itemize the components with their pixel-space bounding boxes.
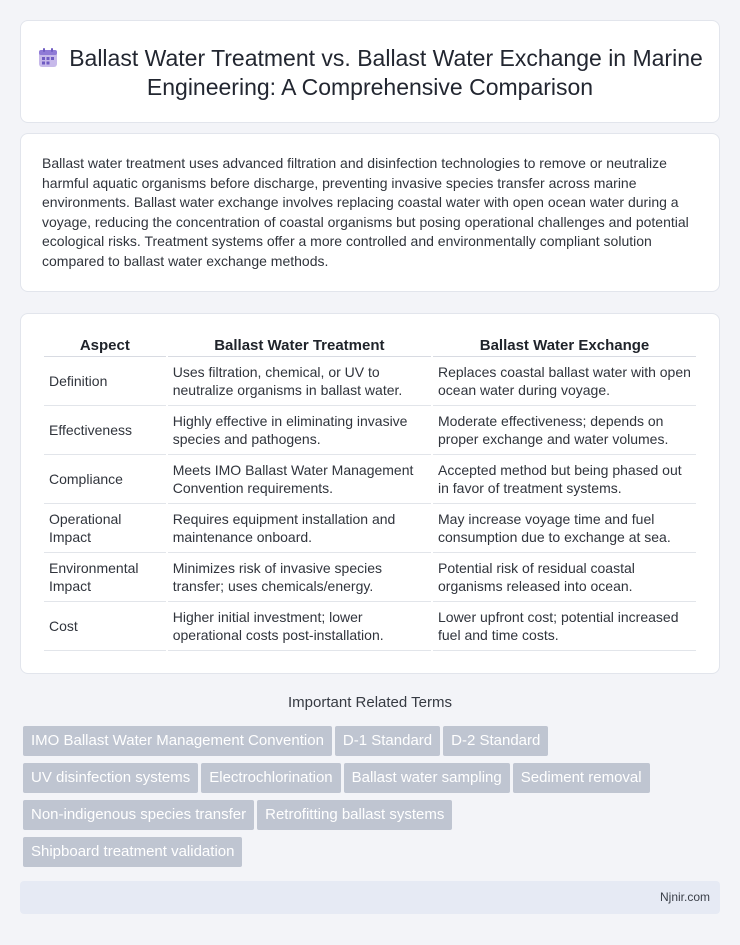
related-term-tag[interactable]: IMO Ballast Water Management Convention [23, 726, 332, 756]
row-aspect: Cost [44, 602, 166, 651]
header-treatment: Ballast Water Treatment [168, 335, 431, 357]
row-exchange: Potential risk of residual coastal organisms released into ocean. [433, 553, 696, 602]
related-term-tag[interactable]: Shipboard treatment validation [23, 837, 242, 867]
row-aspect: Effectiveness [44, 406, 166, 455]
comparison-table-card [20, 313, 720, 674]
intro-card [20, 133, 720, 292]
header-aspect: Aspect [44, 335, 166, 357]
row-aspect: Compliance [44, 455, 166, 504]
related-term-tag[interactable]: Sediment removal [513, 763, 650, 793]
row-exchange: May increase voyage time and fuel consumption due to exchange at sea. [433, 504, 696, 553]
related-term-tag[interactable]: Retrofitting ballast systems [257, 800, 452, 830]
related-term-tag[interactable]: Electrochlorination [201, 763, 340, 793]
row-treatment: Minimizes risk of invasive species transfer; uses chemicals/energy. [168, 553, 431, 602]
row-treatment: Highly effective in eliminating invasive species and pathogens. [168, 406, 431, 455]
row-exchange: Moderate effectiveness; depends on proper exchange and water volumes. [433, 406, 696, 455]
row-aspect: Operational Impact [44, 504, 166, 553]
row-exchange: Lower upfront cost; potential increased fuel and time costs. [433, 602, 696, 651]
row-treatment: Higher initial investment; lower operational costs post-installation. [168, 602, 431, 651]
table-row [44, 602, 696, 651]
table-row [44, 357, 696, 406]
table-row [44, 455, 696, 504]
table-row [44, 553, 696, 602]
header-exchange: Ballast Water Exchange [433, 335, 696, 357]
related-terms-tags [23, 726, 713, 874]
table-row [44, 504, 696, 553]
row-exchange: Replaces coastal ballast water with open ocean water during voyage. [433, 357, 696, 406]
table-header-row [44, 335, 696, 357]
related-term-tag[interactable]: D-2 Standard [443, 726, 548, 756]
intro-paragraph: Ballast water treatment uses advanced filtration and disinfection technologies to remove or neutralize harmful aquatic organisms before discharge, preventing invasive species transfer across marine environments. Ballast water exchange involves replacing coastal water with open ocean water during a voyage, reducing the concentration of coastal organisms but posing operational challenges and potential ecological risks. Treatment systems offer a more controlled and environmentally compliant solution compared to ballast water exchange methods. [42, 155, 689, 269]
row-treatment: Uses filtration, chemical, or UV to neutralize organisms in ballast water. [168, 357, 431, 406]
row-treatment: Requires equipment installation and maintenance onboard. [168, 504, 431, 553]
table-row [44, 406, 696, 455]
calendar-icon [37, 47, 59, 69]
row-treatment: Meets IMO Ballast Water Management Convention requirements. [168, 455, 431, 504]
page-title-wrap [21, 44, 719, 102]
related-term-tag[interactable]: UV disinfection systems [23, 763, 198, 793]
row-aspect: Definition [44, 357, 166, 406]
related-term-tag[interactable]: Non-indigenous species transfer [23, 800, 254, 830]
related-term-tag[interactable]: D-1 Standard [335, 726, 440, 756]
related-term-tag[interactable]: Ballast water sampling [344, 763, 510, 793]
footer-site-link[interactable]: Njnir.com [659, 890, 710, 904]
row-aspect: Environmental Impact [44, 553, 166, 602]
comparison-table [42, 335, 698, 651]
title-card [20, 20, 720, 123]
related-terms-title: Important Related Terms [288, 694, 452, 711]
page-title: Ballast Water Treatment vs. Ballast Water Exchange in Marine Engineering: A Comprehensive Comparison [69, 45, 703, 100]
footer [20, 881, 720, 914]
row-exchange: Accepted method but being phased out in favor of treatment systems. [433, 455, 696, 504]
